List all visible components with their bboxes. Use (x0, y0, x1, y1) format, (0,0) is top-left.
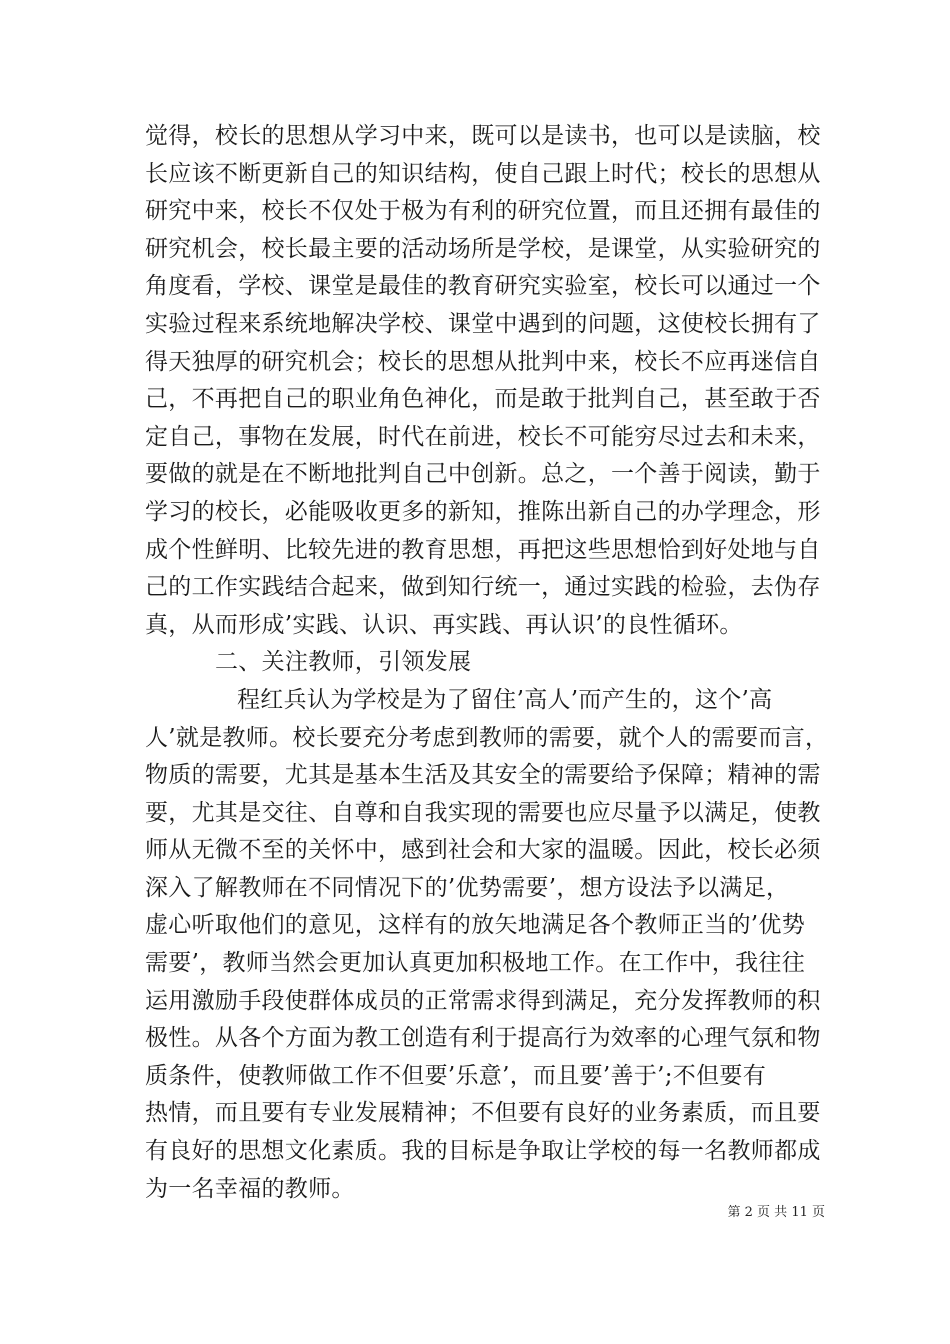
text-line: 觉得，校长的思想从学习中来，既可以是读书，也可以是读脑，校 (145, 123, 821, 149)
section-heading: 二、关注教师，引领发展 (215, 649, 472, 676)
text-line: 物质的需要，尤其是基本生活及其安全的需要给予保障；精神的需 (145, 762, 821, 789)
text-line: 虚心听取他们的意见，这样有的放矢地满足各个教师正当的’优势 (145, 912, 806, 939)
text-line: 有良好的思想文化素质。我的目标是争取让学校的每一名教师都成 (145, 1138, 821, 1165)
text-line: 长应该不断更新自己的知识结构，使自己跟上时代；校长的思想从 (145, 160, 821, 187)
text-line: 为一名幸福的教师。 (145, 1175, 355, 1202)
text-line: 要做的就是在不断地批判自己中创新。总之，一个善于阅读，勤于 (145, 461, 821, 488)
text-line: 极性。从各个方面为教工创造有利于提高行为效率的心理气氛和物 (145, 1025, 821, 1052)
text-line: 需要’，教师当然会更加认真更加积极地工作。在工作中，我往往 (145, 950, 806, 977)
text-line: 成个性鲜明、比较先进的教育思想，再把这些思想恰到好处地与自 (145, 536, 821, 563)
text-line: 运用激励手段使群体成员的正常需求得到满足，充分发挥教师的积 (145, 987, 821, 1014)
text-line: 学习的校长，必能吸收更多的新知，推陈出新自己的办学理念，形 (145, 498, 821, 525)
text-line: 热情，而且要有专业发展精神；不但要有良好的业务素质，而且要 (145, 1100, 821, 1127)
text-line: 质条件，使教师做工作不但要’乐意’，而且要’善于’;不但要有 (145, 1062, 766, 1089)
text-line: 己的工作实践结合起来，做到知行统一，通过实践的检验，去伪存 (145, 574, 821, 601)
body-text (145, 118, 829, 1208)
text-line: 真，从而形成’实践、认识、再实践、再认识’的良性循环。 (145, 611, 743, 638)
text-line: 角度看，学校、课堂是最佳的教育研究实验室，校长可以通过一个 (145, 273, 821, 300)
text-line: 研究机会，校长最主要的活动场所是学校，是课堂，从实验研究的 (145, 235, 821, 262)
text-line: 要，尤其是交往、自尊和自我实现的需要也应尽量予以满足，使教 (145, 799, 821, 826)
text-line: 研究中来，校长不仅处于极为有利的研究位置，而且还拥有最佳的 (145, 198, 821, 225)
text-line: 深入了解教师在不同情况下的’优势需要’，想方设法予以满足， (145, 874, 790, 901)
text-line: 程红兵认为学校是为了留住’高人’而产生的，这个’高 (237, 686, 773, 713)
text-line: 定自己，事物在发展，时代在前进，校长不可能穷尽过去和未来， (145, 423, 821, 450)
page-number: 第 2 页 共 11 页 (727, 1205, 825, 1220)
text-line: 得天独厚的研究机会；校长的思想从批判中来，校长不应再迷信自 (145, 348, 821, 375)
text-line: 人’就是教师。校长要充分考虑到教师的需要，就个人的需要而言， (145, 724, 829, 751)
text-line: 师从无微不至的关怀中，感到社会和大家的温暖。因此，校长必须 (145, 837, 821, 864)
text-line: 己，不再把自己的职业角色神化，而是敢于批判自己，甚至敢于否 (145, 386, 821, 413)
text-line: 实验过程来系统地解决学校、课堂中遇到的问题，这使校长拥有了 (145, 310, 821, 337)
